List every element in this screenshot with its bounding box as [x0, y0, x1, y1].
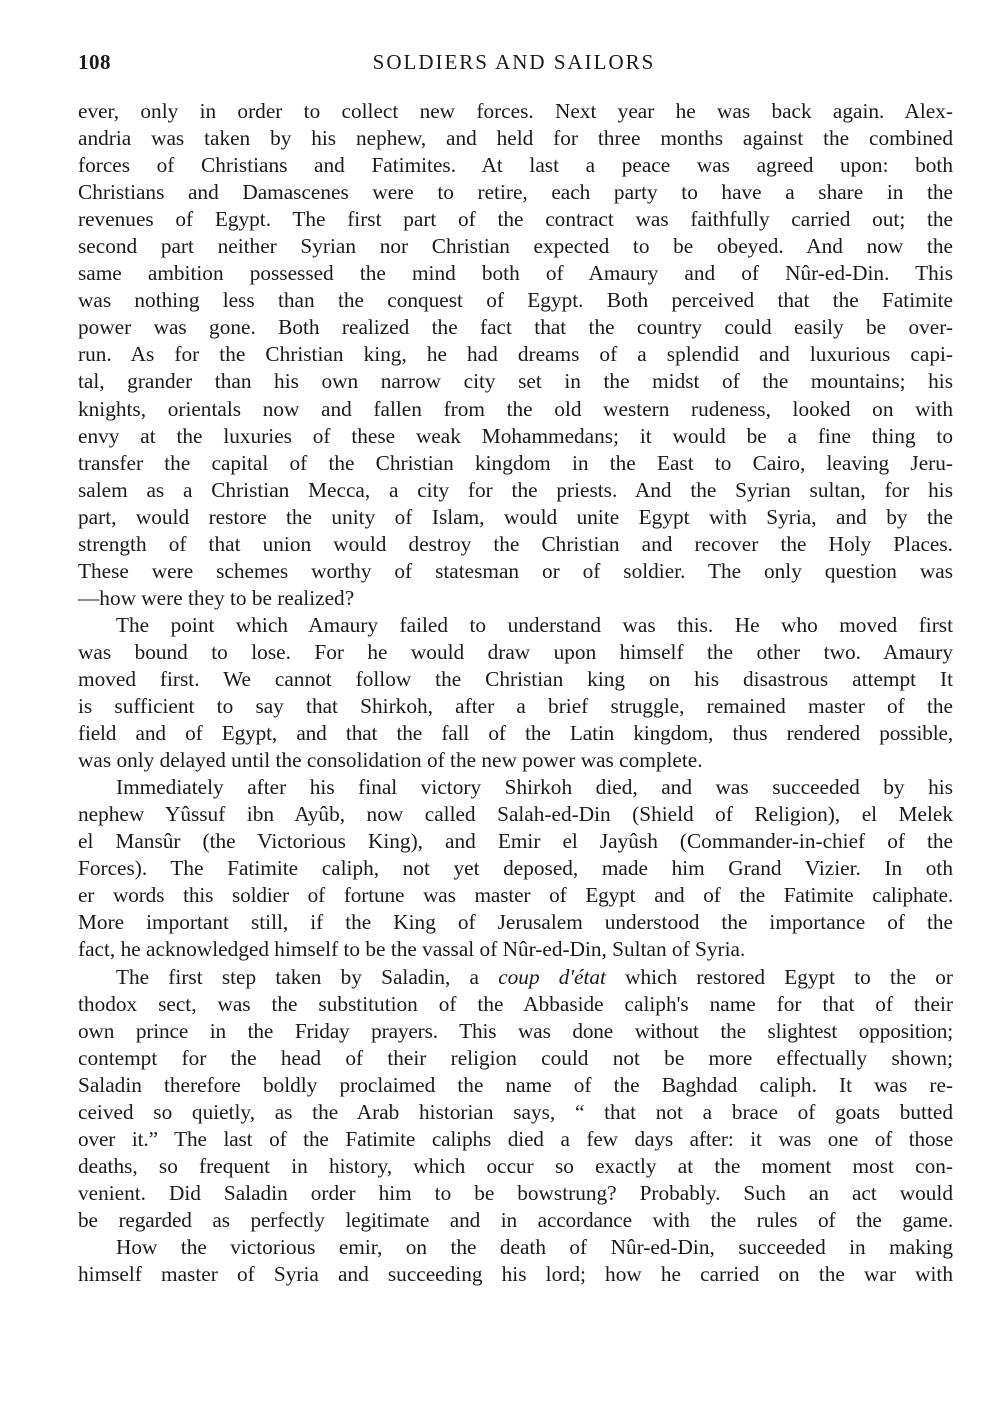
text-line: revenues of Egypt. The first part of the contract was faithfully carried out; the — [78, 207, 953, 232]
text-line: tal, grander than his own narrow city set in the midst of the mountains; his — [78, 369, 953, 394]
text-line: run. As for the Christian king, he had dreams of a splendid and luxurious capi- — [78, 342, 953, 367]
text-line: was only delayed until the consolidation of the new power was complete. — [78, 748, 703, 773]
text-line: be regarded as perfectly legitimate and in accordance with the rules of the game. — [78, 1207, 953, 1232]
text-line: was bound to lose. For he would draw upon himself the other two. Amaury — [78, 639, 953, 664]
page-number: 108 — [78, 50, 111, 74]
text-line: transfer the capital of the Christian kingdom in the East to Cairo, leaving Jeru- — [78, 450, 953, 475]
text-line: forces of Christians and Fatimites. At last a peace was agreed upon: both — [78, 153, 953, 178]
paragraph-5 — [78, 1234, 953, 1288]
text-line: Forces). The Fatimite caliph, not yet deposed, made him Grand Vizier. In oth — [78, 856, 953, 881]
text-line: fact, he acknowledged himself to be the vassal of Nûr-ed-Din, Sultan of Syria. — [78, 937, 746, 962]
text-line: —how were they to be realized? — [78, 585, 355, 610]
text-line: ever, only in order to collect new forces. Next year he was back again. Alex- — [78, 99, 953, 123]
text-line: was nothing less than the conquest of Egypt. Both perceived that the Fatimite — [78, 288, 953, 313]
paragraph-3 — [78, 774, 953, 963]
text-line: himself master of Syria and succeeding his lord; how he carried on the war with — [78, 1262, 953, 1287]
text-line: The point which Amaury failed to understand was this. He who moved first — [116, 612, 953, 637]
text-line: More important still, if the King of Jerusalem understood the importance of the — [78, 910, 953, 935]
text-line: The first step taken by Saladin, a coup d'état which restored Egypt to the or — [116, 964, 953, 989]
text-line: strength of that union would destroy the Christian and recover the Holy Places. — [78, 531, 953, 556]
text-line: thodox sect, was the substitution of the Abbaside caliph's name for that of their — [78, 991, 953, 1016]
text-line: same ambition possessed the mind both of Amaury and of Nûr-ed-Din. This — [78, 261, 953, 286]
text-line: over it.” The last of the Fatimite caliphs died a few days after: it was one of those — [78, 1126, 953, 1151]
text-line: nephew Yûssuf ibn Ayûb, now called Salah-ed-Din (Shield of Religion), el Melek — [78, 802, 953, 827]
text-line: er words this soldier of fortune was master of Egypt and of the Fatimite caliphate. — [78, 883, 953, 908]
text-line: ceived so quietly, as the Arab historian says, “ that not a brace of goats butted — [78, 1099, 953, 1124]
text-line: envy at the luxuries of these weak Mohammedans; it would be a fine thing to — [78, 423, 953, 448]
text-line: deaths, so frequent in history, which occur so exactly at the moment most con- — [78, 1153, 953, 1178]
text-line: knights, orientals now and fallen from the old western rudeness, looked on with — [78, 396, 953, 421]
paragraph-2 — [78, 612, 953, 774]
text-line: el Mansûr (the Victorious King), and Emir el Jayûsh (Commander-in-chief of the — [78, 829, 953, 854]
text-line: Immediately after his final victory Shirkoh died, and was succeeded by his — [116, 775, 953, 800]
text-line: part, would restore the unity of Islam, would unite Egypt with Syria, and by the — [78, 504, 953, 529]
paragraph-1 — [78, 98, 953, 612]
italic-phrase: coup d'état — [498, 964, 606, 989]
running-head: SOLDIERS AND SAILORS — [372, 50, 656, 74]
text-line: own prince in the Friday prayers. This was done without the slightest opposition; — [78, 1018, 953, 1043]
text-line: contempt for the head of their religion could not be more effectually shown; — [78, 1045, 953, 1070]
text-line: Saladin therefore boldly proclaimed the name of the Baghdad caliph. It was re- — [78, 1072, 953, 1097]
text-line: is sufficient to say that Shirkoh, after a brief struggle, remained master of the — [78, 694, 953, 719]
body-text — [78, 98, 953, 1288]
text-line: How the victorious emir, on the death of Nûr-ed-Din, succeeded in making — [116, 1234, 953, 1259]
paragraph-4 — [78, 964, 953, 1234]
text-line: moved first. We cannot follow the Christian king on his disastrous attempt It — [78, 666, 953, 691]
text-line: second part neither Syrian nor Christian expected to be obeyed. And now the — [78, 234, 953, 259]
text-line: Christians and Damascenes were to retire, each party to have a share in the — [78, 180, 953, 205]
text-line: These were schemes worthy of statesman or of soldier. The only question was — [78, 558, 953, 583]
page-header — [78, 50, 950, 80]
text-line: power was gone. Both realized the fact that the country could easily be over- — [78, 315, 953, 340]
text-line: salem as a Christian Mecca, a city for the priests. And the Syrian sultan, for his — [78, 477, 953, 502]
text-line: venient. Did Saladin order him to be bowstrung? Probably. Such an act would — [78, 1180, 953, 1205]
text-line: andria was taken by his nephew, and held for three months against the combined — [78, 126, 953, 151]
text-line: field and of Egypt, and that the fall of the Latin kingdom, thus rendered possible, — [78, 721, 953, 746]
